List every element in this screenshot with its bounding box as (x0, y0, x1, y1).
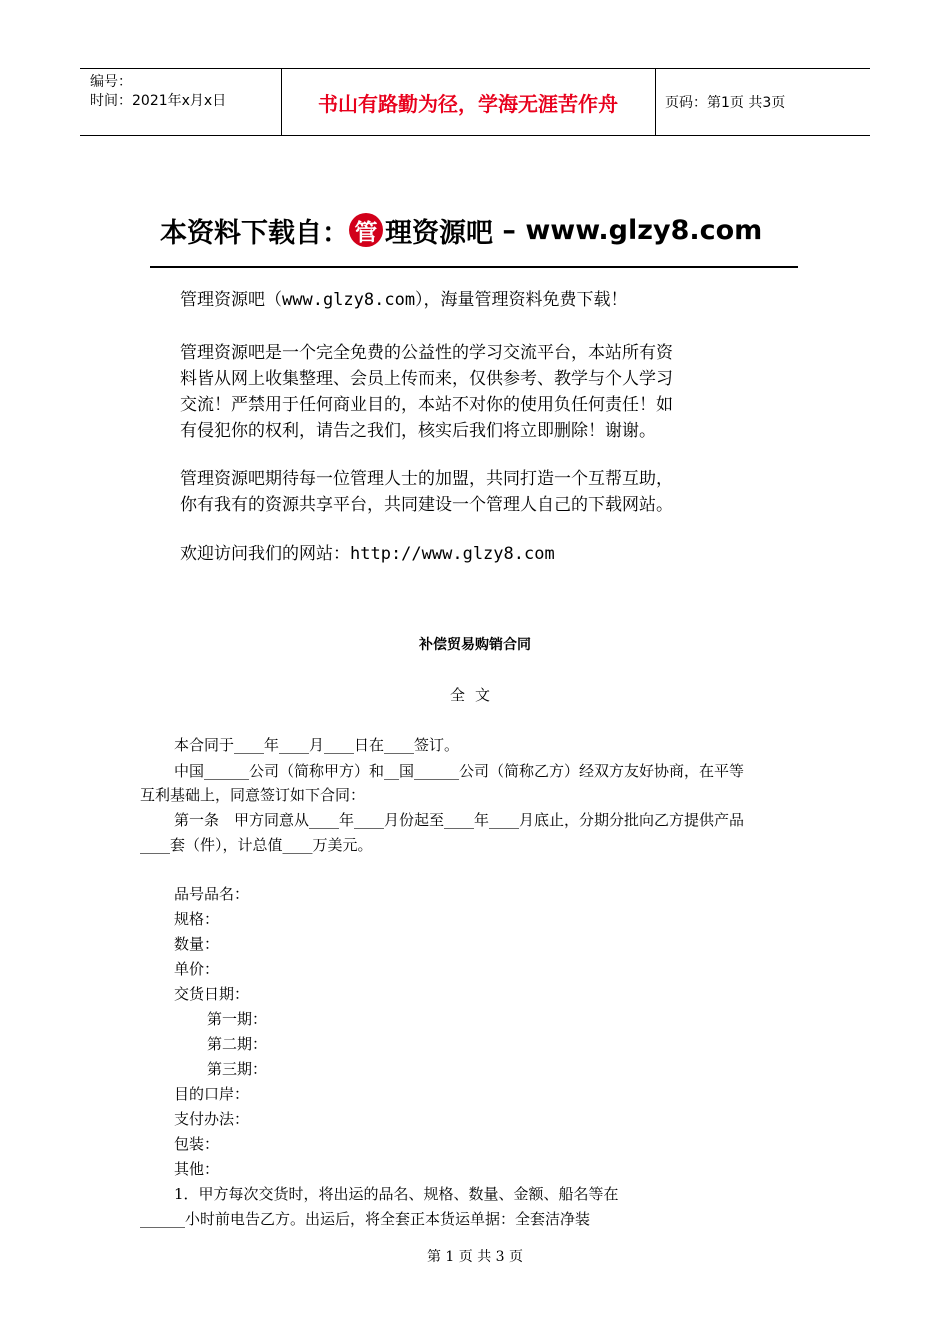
notice-welcome: 欢迎访问我们的网站：http://www.glzy8.com (180, 544, 555, 564)
notice-para3-line: 管理资源吧期待每一位管理人士的加盟，共同打造一个互帮互助， (180, 469, 673, 489)
page-footer: 第 1 页 共 3 页 (426, 1249, 524, 1265)
notice-para2-line: 管理资源吧是一个完全免费的公益性的学习交流平台，本站所有资 (180, 343, 673, 363)
banner-url[interactable]: www.glzy8.com (525, 214, 763, 246)
notice-para2-line: 料皆从网上收集整理、会员上传而来，仅供参考、教学与个人学习 (180, 369, 673, 389)
notice-para2-line: 有侵犯你的权利，请告之我们，核实后我们将立即删除！谢谢。 (180, 421, 656, 441)
contract-line: 互利基础上，同意签订如下合同： (140, 786, 366, 804)
header-motto: 书山有路勤为径，学海无涯苦作舟 (318, 92, 618, 116)
phase-label: 第二期： (207, 1035, 268, 1053)
notice-line1: 管理资源吧（www.glzy8.com），海量管理资料免费下载！ (180, 290, 628, 310)
contract-line: 中国______公司（简称甲方）和__国______公司（简称乙方）经双方友好协商，在平等 (174, 762, 745, 780)
site-logo-icon: 管 (349, 213, 383, 247)
item-label: 品号品名： (174, 885, 250, 903)
clause-line: 1．甲方每次交货时，将出运的品名、规格、数量、金额、船名等在 (174, 1185, 619, 1203)
item-label: 包装： (174, 1135, 220, 1153)
banner-rule (150, 266, 798, 268)
contract-subtitle: 全文 (449, 686, 500, 704)
item-label: 数量： (174, 935, 220, 953)
notice-para2 (180, 340, 780, 444)
header-top-rule (80, 68, 870, 69)
banner-site-name: 理资源吧 (385, 217, 493, 249)
item-label: 交货日期： (174, 985, 250, 1003)
clause-line: ______小时前电告乙方。出运后，将全套正本货运单据：全套洁净装 (140, 1210, 591, 1228)
banner-dash: – (493, 214, 526, 246)
header-date: 时间：2021年x月x日 (90, 93, 227, 109)
header-bottom-rule (80, 135, 870, 136)
notice-para2-line: 交流！严禁用于任何商业目的，本站不对你的使用负任何责任！如 (180, 395, 673, 415)
notice-para3-line: 你有我有的资源共享平台，共同建设一个管理人自己的下载网站。 (180, 495, 673, 515)
contract-title: 补偿贸易购销合同 (419, 637, 531, 653)
phase-label: 第一期： (207, 1010, 268, 1028)
header-page-info: 页码：第1页 共3页 (665, 95, 786, 111)
contract-line: 第一条 甲方同意从____年____月份起至____年____月底止，分期分批向乙方提供产品 (174, 811, 745, 829)
phase-label: 第三期： (207, 1060, 268, 1078)
download-banner (160, 210, 762, 250)
header-code: 编号： (90, 74, 132, 90)
item-label: 支付办法： (174, 1110, 250, 1128)
banner-prefix: 本资料下载自： (160, 217, 349, 249)
contract-line: ____套（件），计总值____万美元。 (140, 836, 373, 854)
item-label: 目的口岸： (174, 1085, 250, 1103)
notice-para3 (180, 466, 780, 518)
item-label: 单价： (174, 960, 220, 978)
contract-line: 本合同于____年____月____日在____签订。 (174, 736, 460, 754)
item-label: 规格： (174, 910, 220, 928)
item-label: 其他： (174, 1160, 220, 1178)
header-divider-2 (655, 68, 656, 135)
